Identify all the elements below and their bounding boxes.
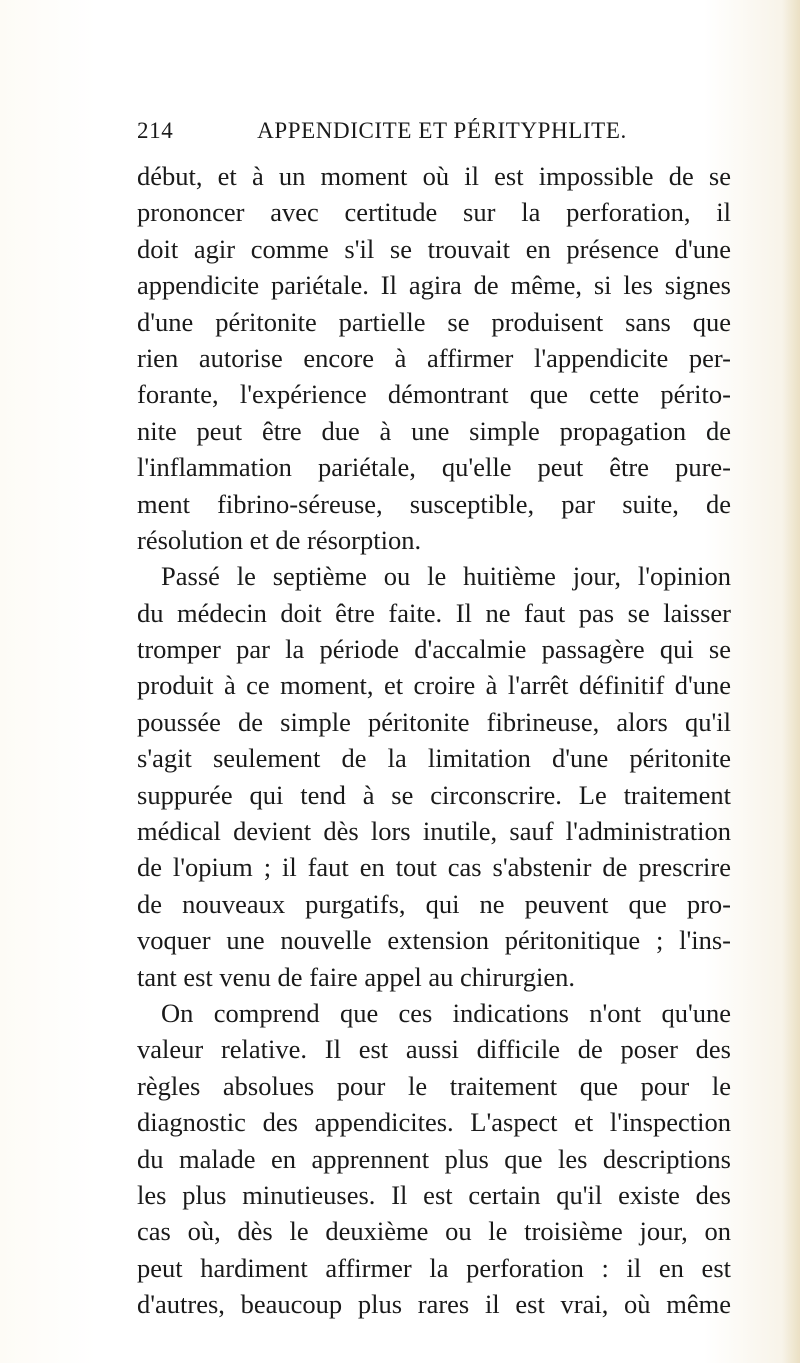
text-line: produit à ce moment, et croire à l'arrêt définitif d'une [137, 670, 731, 701]
running-title: APPENDICITE ET PÉRITYPHLITE. [257, 118, 627, 143]
text-line: doit agir comme s'il se trouvait en présence d'une [137, 233, 731, 264]
text-line: suppurée qui tend à se circonscrire. Le traitement [137, 779, 731, 810]
text-line: valeur relative. Il est aussi difficile de poser des [137, 1034, 731, 1065]
page-number: 214 [137, 118, 174, 143]
text-line: On comprend que ces indications n'ont qu'une [161, 997, 731, 1028]
text-line: d'autres, beaucoup plus rares il est vrai, où même [137, 1289, 731, 1320]
text-line: tromper par la période d'accalmie passagère qui se [137, 634, 731, 665]
text-line: médical devient dès lors inutile, sauf l'administration [137, 816, 731, 847]
text-line: s'agit seulement de la limitation d'une péritonite [137, 743, 731, 774]
text-line: de l'opium ; il faut en tout cas s'abstenir de prescrire [137, 852, 731, 883]
text-line: nite peut être due à une simple propagation de [137, 415, 731, 446]
text-line: les plus minutieuses. Il est certain qu'il existe des [137, 1179, 731, 1210]
text-line: du médecin doit être faite. Il ne faut pas se laisser [137, 597, 731, 628]
text-line: résolution et de résorption. [137, 524, 422, 555]
text-line: ment fibrino-séreuse, susceptible, par suite, de [137, 488, 731, 519]
text-line: règles absolues pour le traitement que pour le [137, 1070, 731, 1101]
page-edge-shading [782, 0, 800, 1363]
text-line: prononcer avec certitude sur la perforation, il [137, 197, 731, 228]
text-line: poussée de simple péritonite fibrineuse, alors qu'il [137, 706, 731, 737]
text-line: peut hardiment affirmer la perforation : il en est [137, 1252, 731, 1283]
text-line: de nouveaux purgatifs, qui ne peuvent que pro- [137, 888, 731, 919]
text-line: du malade en apprennent plus que les descriptions [137, 1143, 731, 1174]
text-line: voquer une nouvelle extension péritonitique ; l'ins- [137, 925, 731, 956]
text-line: début, et à un moment où il est impossible de se [137, 161, 731, 191]
text-line: forante, l'expérience démontrant que cette périto- [137, 379, 731, 410]
text-line: d'une péritonite partielle se produisent sans que [137, 306, 731, 337]
text-line: tant est venu de faire appel au chirurgien. [137, 961, 576, 992]
text-line: l'inflammation pariétale, qu'elle peut être pure- [137, 452, 731, 483]
text-line: appendicite pariétale. Il agira de même, si les signes [137, 270, 731, 301]
text-line: cas où, dès le deuxième ou le troisième jour, on [137, 1216, 731, 1247]
text-line: diagnostic des appendicites. L'aspect et l'inspection [137, 1107, 731, 1138]
running-head [137, 115, 707, 147]
text-line: rien autorise encore à affirmer l'appendicite per- [137, 342, 731, 373]
body-text [137, 158, 731, 1323]
text-line: Passé le septième ou le huitième jour, l'opinion [161, 561, 731, 592]
